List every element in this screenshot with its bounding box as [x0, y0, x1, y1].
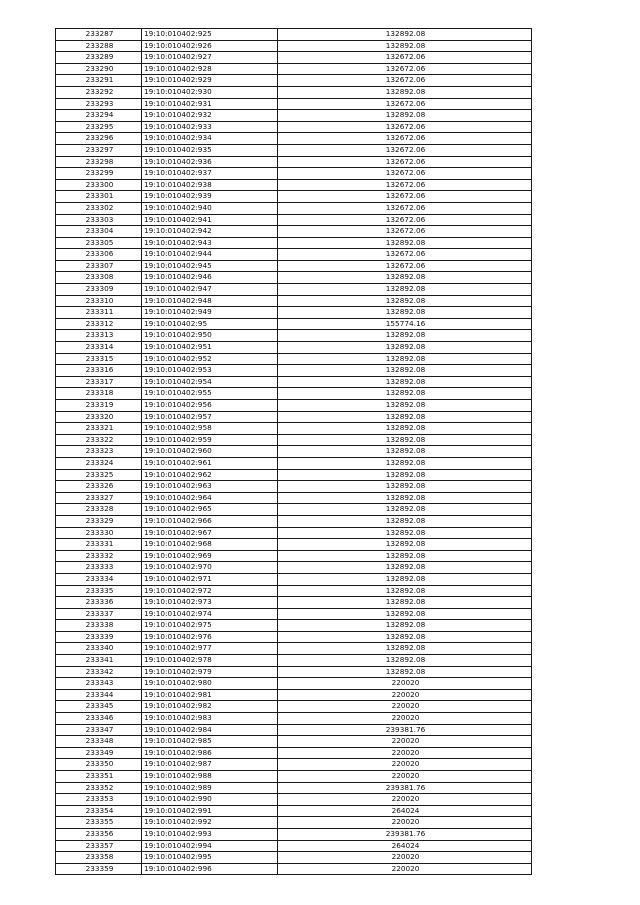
- table-row: [56, 689, 532, 701]
- value-cell: 132672.06: [278, 133, 532, 145]
- record-id-cell: 233349: [56, 747, 142, 759]
- record-id-cell: 233304: [56, 226, 142, 238]
- record-id-cell: 233317: [56, 376, 142, 388]
- cadastral-number-cell: 19:10:010402:928: [142, 63, 278, 75]
- cadastral-number-cell: 19:10:010402:953: [142, 365, 278, 377]
- cadastral-number-cell: 19:10:010402:933: [142, 121, 278, 133]
- value-cell: 220020: [278, 817, 532, 829]
- value-cell: 132892.08: [278, 666, 532, 678]
- record-id-cell: 233301: [56, 191, 142, 203]
- record-id-cell: 233288: [56, 40, 142, 52]
- value-cell: 132892.08: [278, 608, 532, 620]
- cadastral-number-cell: 19:10:010402:929: [142, 75, 278, 87]
- table-row: [56, 342, 532, 354]
- table-row: [56, 805, 532, 817]
- cadastral-number-cell: 19:10:010402:95: [142, 318, 278, 330]
- record-id-cell: 233354: [56, 805, 142, 817]
- record-id-cell: 233293: [56, 98, 142, 110]
- record-id-cell: 233316: [56, 365, 142, 377]
- cadastral-number-cell: 19:10:010402:960: [142, 446, 278, 458]
- value-cell: 132892.08: [278, 457, 532, 469]
- cadastral-number-cell: 19:10:010402:952: [142, 353, 278, 365]
- value-cell: 264024: [278, 805, 532, 817]
- table-row: [56, 98, 532, 110]
- table-row: [56, 701, 532, 713]
- value-cell: 132892.08: [278, 307, 532, 319]
- table-row: [56, 52, 532, 64]
- table-row: [56, 400, 532, 412]
- record-id-cell: 233345: [56, 701, 142, 713]
- cadastral-number-cell: 19:10:010402:974: [142, 608, 278, 620]
- cadastral-number-cell: 19:10:010402:983: [142, 713, 278, 725]
- cadastral-number-cell: 19:10:010402:942: [142, 226, 278, 238]
- value-cell: 132892.08: [278, 330, 532, 342]
- record-id-cell: 233312: [56, 318, 142, 330]
- cadastral-number-cell: 19:10:010402:977: [142, 643, 278, 655]
- cadastral-number-cell: 19:10:010402:976: [142, 631, 278, 643]
- table-row: [56, 110, 532, 122]
- record-id-cell: 233334: [56, 573, 142, 585]
- cadastral-number-cell: 19:10:010402:959: [142, 434, 278, 446]
- cadastral-number-cell: 19:10:010402:972: [142, 585, 278, 597]
- record-id-cell: 233337: [56, 608, 142, 620]
- cadastral-number-cell: 19:10:010402:996: [142, 863, 278, 875]
- record-id-cell: 233347: [56, 724, 142, 736]
- value-cell: 220020: [278, 852, 532, 864]
- record-id-cell: 233331: [56, 539, 142, 551]
- record-id-cell: 233319: [56, 400, 142, 412]
- value-cell: 132892.08: [278, 643, 532, 655]
- record-id-cell: 233335: [56, 585, 142, 597]
- cadastral-number-cell: 19:10:010402:939: [142, 191, 278, 203]
- value-cell: 132672.06: [278, 226, 532, 238]
- table-row: [56, 655, 532, 667]
- table-row: [56, 747, 532, 759]
- value-cell: 132892.08: [278, 550, 532, 562]
- table-row: [56, 539, 532, 551]
- table-row: [56, 260, 532, 272]
- cadastral-number-cell: 19:10:010402:938: [142, 179, 278, 191]
- value-cell: 132892.08: [278, 597, 532, 609]
- record-id-cell: 233332: [56, 550, 142, 562]
- table-row: [56, 620, 532, 632]
- cadastral-number-cell: 19:10:010402:962: [142, 469, 278, 481]
- table-row: [56, 168, 532, 180]
- value-cell: 264024: [278, 840, 532, 852]
- table-row: [56, 63, 532, 75]
- record-id-cell: 233309: [56, 284, 142, 296]
- cadastral-number-cell: 19:10:010402:971: [142, 573, 278, 585]
- record-id-cell: 233338: [56, 620, 142, 632]
- table-row: [56, 608, 532, 620]
- table-row: [56, 840, 532, 852]
- value-cell: 220020: [278, 771, 532, 783]
- value-cell: 132892.08: [278, 400, 532, 412]
- record-id-cell: 233323: [56, 446, 142, 458]
- value-cell: 220020: [278, 759, 532, 771]
- record-id-cell: 233343: [56, 678, 142, 690]
- value-cell: 132892.08: [278, 86, 532, 98]
- value-cell: 220020: [278, 863, 532, 875]
- value-cell: 132672.06: [278, 260, 532, 272]
- table-row: [56, 852, 532, 864]
- record-id-cell: 233344: [56, 689, 142, 701]
- value-cell: 132672.06: [278, 179, 532, 191]
- value-cell: 132892.08: [278, 631, 532, 643]
- record-id-cell: 233318: [56, 388, 142, 400]
- value-cell: 155774.16: [278, 318, 532, 330]
- record-id-cell: 233340: [56, 643, 142, 655]
- table-row: [56, 388, 532, 400]
- cadastral-number-cell: 19:10:010402:956: [142, 400, 278, 412]
- record-id-cell: 233330: [56, 527, 142, 539]
- table-row: [56, 434, 532, 446]
- table-row: [56, 75, 532, 87]
- record-id-cell: 233303: [56, 214, 142, 226]
- value-cell: 132892.08: [278, 620, 532, 632]
- cadastral-number-cell: 19:10:010402:975: [142, 620, 278, 632]
- record-id-cell: 233307: [56, 260, 142, 272]
- record-id-cell: 233352: [56, 782, 142, 794]
- table-row: [56, 214, 532, 226]
- value-cell: 132672.06: [278, 52, 532, 64]
- record-id-cell: 233336: [56, 597, 142, 609]
- table-row: [56, 771, 532, 783]
- cadastral-number-cell: 19:10:010402:989: [142, 782, 278, 794]
- value-cell: 132892.08: [278, 272, 532, 284]
- record-id-cell: 233287: [56, 29, 142, 41]
- cadastral-number-cell: 19:10:010402:979: [142, 666, 278, 678]
- cadastral-number-cell: 19:10:010402:967: [142, 527, 278, 539]
- cadastral-number-cell: 19:10:010402:994: [142, 840, 278, 852]
- value-cell: 220020: [278, 713, 532, 725]
- table-row: [56, 365, 532, 377]
- cadastral-number-cell: 19:10:010402:941: [142, 214, 278, 226]
- table-row: [56, 133, 532, 145]
- table-row: [56, 504, 532, 516]
- value-cell: 132892.08: [278, 388, 532, 400]
- table-row: [56, 237, 532, 249]
- table-row: [56, 249, 532, 261]
- cadastral-number-cell: 19:10:010402:988: [142, 771, 278, 783]
- record-id-cell: 233333: [56, 562, 142, 574]
- value-cell: 132892.08: [278, 284, 532, 296]
- cadastral-number-cell: 19:10:010402:985: [142, 736, 278, 748]
- cadastral-number-cell: 19:10:010402:958: [142, 423, 278, 435]
- record-id-cell: 233292: [56, 86, 142, 98]
- table-row: [56, 782, 532, 794]
- table-row: [56, 86, 532, 98]
- cadastral-number-cell: 19:10:010402:926: [142, 40, 278, 52]
- table-row: [56, 817, 532, 829]
- record-id-cell: 233311: [56, 307, 142, 319]
- record-id-cell: 233291: [56, 75, 142, 87]
- record-id-cell: 233306: [56, 249, 142, 261]
- value-cell: 132892.08: [278, 376, 532, 388]
- record-id-cell: 233356: [56, 828, 142, 840]
- value-cell: 132892.08: [278, 353, 532, 365]
- cadastral-number-cell: 19:10:010402:925: [142, 29, 278, 41]
- table-row: [56, 724, 532, 736]
- table-row: [56, 597, 532, 609]
- data-table-body: [56, 29, 532, 875]
- cadastral-number-cell: 19:10:010402:986: [142, 747, 278, 759]
- record-id-cell: 233289: [56, 52, 142, 64]
- value-cell: 132892.08: [278, 481, 532, 493]
- record-id-cell: 233357: [56, 840, 142, 852]
- cadastral-number-cell: 19:10:010402:945: [142, 260, 278, 272]
- record-id-cell: 233329: [56, 515, 142, 527]
- value-cell: 132892.08: [278, 446, 532, 458]
- cadastral-number-cell: 19:10:010402:957: [142, 411, 278, 423]
- cadastral-number-cell: 19:10:010402:948: [142, 295, 278, 307]
- value-cell: 132892.08: [278, 237, 532, 249]
- cadastral-number-cell: 19:10:010402:950: [142, 330, 278, 342]
- table-row: [56, 446, 532, 458]
- cadastral-number-cell: 19:10:010402:991: [142, 805, 278, 817]
- record-id-cell: 233358: [56, 852, 142, 864]
- cadastral-number-cell: 19:10:010402:969: [142, 550, 278, 562]
- value-cell: 220020: [278, 678, 532, 690]
- value-cell: 220020: [278, 794, 532, 806]
- table-row: [56, 411, 532, 423]
- value-cell: 132892.08: [278, 110, 532, 122]
- value-cell: 132892.08: [278, 515, 532, 527]
- value-cell: 132892.08: [278, 365, 532, 377]
- cadastral-number-cell: 19:10:010402:949: [142, 307, 278, 319]
- value-cell: 132892.08: [278, 423, 532, 435]
- record-id-cell: 233341: [56, 655, 142, 667]
- table-row: [56, 562, 532, 574]
- table-row: [56, 318, 532, 330]
- table-row: [56, 40, 532, 52]
- record-id-cell: 233324: [56, 457, 142, 469]
- record-id-cell: 233351: [56, 771, 142, 783]
- cadastral-number-cell: 19:10:010402:982: [142, 701, 278, 713]
- record-id-cell: 233348: [56, 736, 142, 748]
- value-cell: 220020: [278, 747, 532, 759]
- table-row: [56, 585, 532, 597]
- record-id-cell: 233346: [56, 713, 142, 725]
- table-row: [56, 202, 532, 214]
- value-cell: 220020: [278, 689, 532, 701]
- table-row: [56, 191, 532, 203]
- value-cell: 220020: [278, 736, 532, 748]
- cadastral-number-cell: 19:10:010402:937: [142, 168, 278, 180]
- table-row: [56, 469, 532, 481]
- record-id-cell: 233353: [56, 794, 142, 806]
- value-cell: 132672.06: [278, 168, 532, 180]
- value-cell: 132892.08: [278, 527, 532, 539]
- value-cell: 239381.76: [278, 782, 532, 794]
- table-row: [56, 307, 532, 319]
- cadastral-number-cell: 19:10:010402:943: [142, 237, 278, 249]
- record-id-cell: 233315: [56, 353, 142, 365]
- record-id-cell: 233305: [56, 237, 142, 249]
- table-row: [56, 423, 532, 435]
- cadastral-number-cell: 19:10:010402:951: [142, 342, 278, 354]
- table-row: [56, 794, 532, 806]
- cadastral-number-cell: 19:10:010402:981: [142, 689, 278, 701]
- table-row: [56, 121, 532, 133]
- value-cell: 132892.08: [278, 411, 532, 423]
- value-cell: 132672.06: [278, 144, 532, 156]
- record-id-cell: 233350: [56, 759, 142, 771]
- cadastral-number-cell: 19:10:010402:965: [142, 504, 278, 516]
- table-row: [56, 272, 532, 284]
- record-id-cell: 233314: [56, 342, 142, 354]
- value-cell: 132892.08: [278, 573, 532, 585]
- cadastral-number-cell: 19:10:010402:993: [142, 828, 278, 840]
- cadastral-number-cell: 19:10:010402:984: [142, 724, 278, 736]
- record-id-cell: 233328: [56, 504, 142, 516]
- table-row: [56, 156, 532, 168]
- record-id-cell: 233322: [56, 434, 142, 446]
- cadastral-number-cell: 19:10:010402:935: [142, 144, 278, 156]
- value-cell: 132672.06: [278, 63, 532, 75]
- table-row: [56, 330, 532, 342]
- value-cell: 132892.08: [278, 342, 532, 354]
- cadastral-number-cell: 19:10:010402:990: [142, 794, 278, 806]
- value-cell: 132892.08: [278, 29, 532, 41]
- record-id-cell: 233326: [56, 481, 142, 493]
- value-cell: 132672.06: [278, 156, 532, 168]
- value-cell: 220020: [278, 701, 532, 713]
- value-cell: 132672.06: [278, 98, 532, 110]
- value-cell: 132892.08: [278, 492, 532, 504]
- table-row: [56, 736, 532, 748]
- record-id-cell: 233327: [56, 492, 142, 504]
- table-row: [56, 678, 532, 690]
- table-row: [56, 666, 532, 678]
- record-id-cell: 233308: [56, 272, 142, 284]
- record-id-cell: 233302: [56, 202, 142, 214]
- record-id-cell: 233298: [56, 156, 142, 168]
- table-row: [56, 573, 532, 585]
- cadastral-number-cell: 19:10:010402:936: [142, 156, 278, 168]
- value-cell: 132672.06: [278, 202, 532, 214]
- table-row: [56, 828, 532, 840]
- table-row: [56, 643, 532, 655]
- table-row: [56, 29, 532, 41]
- cadastral-number-cell: 19:10:010402:980: [142, 678, 278, 690]
- table-row: [56, 226, 532, 238]
- cadastral-number-cell: 19:10:010402:968: [142, 539, 278, 551]
- value-cell: 239381.76: [278, 724, 532, 736]
- record-id-cell: 233295: [56, 121, 142, 133]
- table-row: [56, 492, 532, 504]
- cadastral-number-cell: 19:10:010402:995: [142, 852, 278, 864]
- record-id-cell: 233297: [56, 144, 142, 156]
- table-row: [56, 353, 532, 365]
- value-cell: 132672.06: [278, 121, 532, 133]
- record-id-cell: 233300: [56, 179, 142, 191]
- table-row: [56, 550, 532, 562]
- record-id-cell: 233299: [56, 168, 142, 180]
- cadastral-number-cell: 19:10:010402:946: [142, 272, 278, 284]
- value-cell: 239381.76: [278, 828, 532, 840]
- value-cell: 132672.06: [278, 249, 532, 261]
- table-row: [56, 481, 532, 493]
- table-row: [56, 179, 532, 191]
- value-cell: 132672.06: [278, 75, 532, 87]
- record-id-cell: 233296: [56, 133, 142, 145]
- record-id-cell: 233355: [56, 817, 142, 829]
- cadastral-number-cell: 19:10:010402:966: [142, 515, 278, 527]
- table-row: [56, 863, 532, 875]
- record-id-cell: 233339: [56, 631, 142, 643]
- record-id-cell: 233342: [56, 666, 142, 678]
- value-cell: 132892.08: [278, 504, 532, 516]
- cadastral-number-cell: 19:10:010402:963: [142, 481, 278, 493]
- table-row: [56, 284, 532, 296]
- data-table: [55, 28, 532, 875]
- cadastral-number-cell: 19:10:010402:970: [142, 562, 278, 574]
- cadastral-number-cell: 19:10:010402:973: [142, 597, 278, 609]
- value-cell: 132672.06: [278, 214, 532, 226]
- cadastral-number-cell: 19:10:010402:955: [142, 388, 278, 400]
- record-id-cell: 233313: [56, 330, 142, 342]
- cadastral-number-cell: 19:10:010402:932: [142, 110, 278, 122]
- cadastral-number-cell: 19:10:010402:944: [142, 249, 278, 261]
- record-id-cell: 233325: [56, 469, 142, 481]
- record-id-cell: 233294: [56, 110, 142, 122]
- table-row: [56, 759, 532, 771]
- table-row: [56, 295, 532, 307]
- value-cell: 132892.08: [278, 295, 532, 307]
- cadastral-number-cell: 19:10:010402:954: [142, 376, 278, 388]
- record-id-cell: 233321: [56, 423, 142, 435]
- table-row: [56, 457, 532, 469]
- table-row: [56, 515, 532, 527]
- cadastral-number-cell: 19:10:010402:931: [142, 98, 278, 110]
- value-cell: 132892.08: [278, 539, 532, 551]
- cadastral-number-cell: 19:10:010402:947: [142, 284, 278, 296]
- value-cell: 132672.06: [278, 191, 532, 203]
- cadastral-number-cell: 19:10:010402:940: [142, 202, 278, 214]
- cadastral-number-cell: 19:10:010402:992: [142, 817, 278, 829]
- record-id-cell: 233290: [56, 63, 142, 75]
- cadastral-number-cell: 19:10:010402:927: [142, 52, 278, 64]
- record-id-cell: 233359: [56, 863, 142, 875]
- table-row: [56, 376, 532, 388]
- cadastral-number-cell: 19:10:010402:934: [142, 133, 278, 145]
- value-cell: 132892.08: [278, 655, 532, 667]
- value-cell: 132892.08: [278, 469, 532, 481]
- table-row: [56, 631, 532, 643]
- table-row: [56, 527, 532, 539]
- table-row: [56, 144, 532, 156]
- cadastral-number-cell: 19:10:010402:987: [142, 759, 278, 771]
- value-cell: 132892.08: [278, 562, 532, 574]
- cadastral-number-cell: 19:10:010402:930: [142, 86, 278, 98]
- value-cell: 132892.08: [278, 434, 532, 446]
- cadastral-number-cell: 19:10:010402:978: [142, 655, 278, 667]
- cadastral-number-cell: 19:10:010402:961: [142, 457, 278, 469]
- record-id-cell: 233310: [56, 295, 142, 307]
- cadastral-number-cell: 19:10:010402:964: [142, 492, 278, 504]
- value-cell: 132892.08: [278, 40, 532, 52]
- value-cell: 132892.08: [278, 585, 532, 597]
- table-row: [56, 713, 532, 725]
- record-id-cell: 233320: [56, 411, 142, 423]
